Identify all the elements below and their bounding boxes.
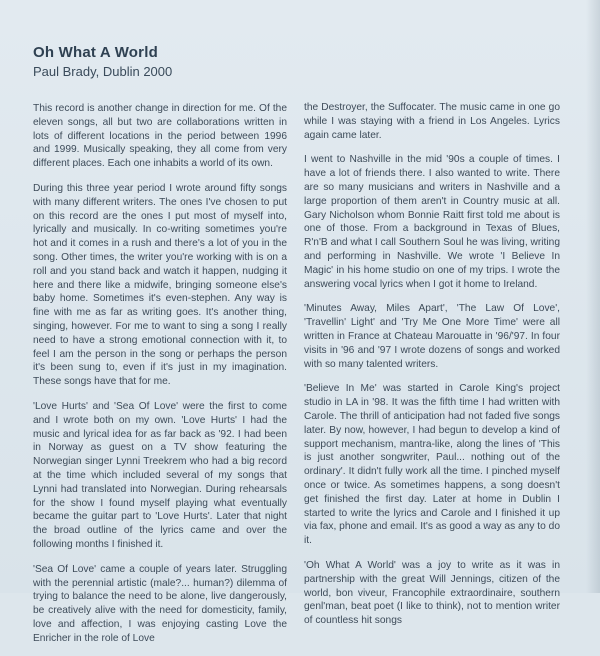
paragraph: This record is another change in direction for me. Of the eleven songs, all but two are collaborations written in lots of different locations in the period between 1996 and 1999. Musically speaking, they all come from very different places. Each one inhabits a world of its own. <box>33 103 287 170</box>
paragraph: During this three year period I wrote around fifty songs with many different writers. The ones I've chosen to put on this record are the ones I put most of myself into, lyrically and musically. In co-writing sometimes you're hot and it comes in a rush and there's a lot of you in the song. Other times, the writer you're working with is on a roll and you stand back and watch it happen, nudging it here and there like a midwife, bringing someone else's baby home. Sometimes it's even-stephen. Any way is fine with me as far as writing goes. It's another thing, singing, however. For me to want to sing a song I really need to have a strong emotional connection with it, to feel I am the person in the song or perhaps the person it's been sung to, even if it's just in my imagination. These songs have that for me. <box>33 182 287 388</box>
left-text-column <box>33 102 287 656</box>
paragraph: 'Believe In Me' was started in Carole King's project studio in LA in '98. It was the fifth time I had written with Carole. The thrill of anticipation had not faded five songs later. By now, however, I had begun to develop a kind of support mechanism, mantra-like, along the lines of 'This is just another songwriter, Paul... nothing out of the ordinary'. It didn't fully work all the time. I pinched myself once or twice. As sometimes happens, a song doesn't get finished the first day. Later at home in Dublin I started to write the lyrics and Carole and I finished it up via fax, phone and email. It's as good a way as any to do it. <box>304 383 560 547</box>
paragraph: 'Love Hurts' and 'Sea Of Love' were the first to come and I wrote both on my own. 'Love Hurts' I had the music and lyrical idea for as far back as '92. I had been in Norway as guest on a TV show featuring the Norwegian singer Lynni Treekrem who had a big record at the time which included several of my songs that Lynni had translated into Norwegian. During rehearsals for the show I found myself playing what eventually became the guitar part to 'Love Hurts'. Later that night the broad outline of the lyrics came and over the following months I finished it. <box>33 400 287 550</box>
paragraph: 'Oh What A World' was a joy to write as it was in partnership with the great Will Jennings, citizen of the world, bon viveur, Francophile extraordinaire, southern genl'man, beat poet (I like to think), not to mention writer of countless hit songs <box>304 559 560 627</box>
paragraph: 'Sea Of Love' came a couple of years later. Struggling with the perennial artistic (male?... human?) dilemma of trying to balance the need to be alone, live dangerously, be creatively alive with the need for domesticity, family, love and affection, I was enjoying casting Love the Enricher in the role of Love <box>33 563 287 644</box>
paragraph: the Destroyer, the Suffocater. The music came in one go while I was staying with a friend in Los Angeles. Lyrics again came later. <box>304 102 560 141</box>
paragraph: 'Minutes Away, Miles Apart', 'The Law Of Love', 'Travellin' Light' and 'Try Me One More Time' were all written in France at Chateau Marouatte in '96/'97. In four visits in '96 and '97 I wrote dozens of songs and worked with so many talented writers. <box>304 303 560 370</box>
page-title: Oh What A World <box>33 44 158 61</box>
right-text-column <box>304 101 560 639</box>
page-fold-shadow <box>586 0 600 593</box>
paragraph: I went to Nashville in the mid '90s a couple of times. I have a lot of friends there. I also wanted to write. There are so many musicians and writers in Nashville and a large proportion of them aren't in Country music at all. Gary Nicholson whom Bonnie Raitt first told me about is one of those. From a background in Texas of Blues, R'n'B and what I call Southern Soul he was living, writing and performing in Nashville. We wrote 'I Believe In Magic' in his home studio on one of my trips. I wrote the answering vocal lyrics when I got it home to Ireland. <box>304 154 560 290</box>
page-subtitle: Paul Brady, Dublin 2000 <box>33 64 173 79</box>
